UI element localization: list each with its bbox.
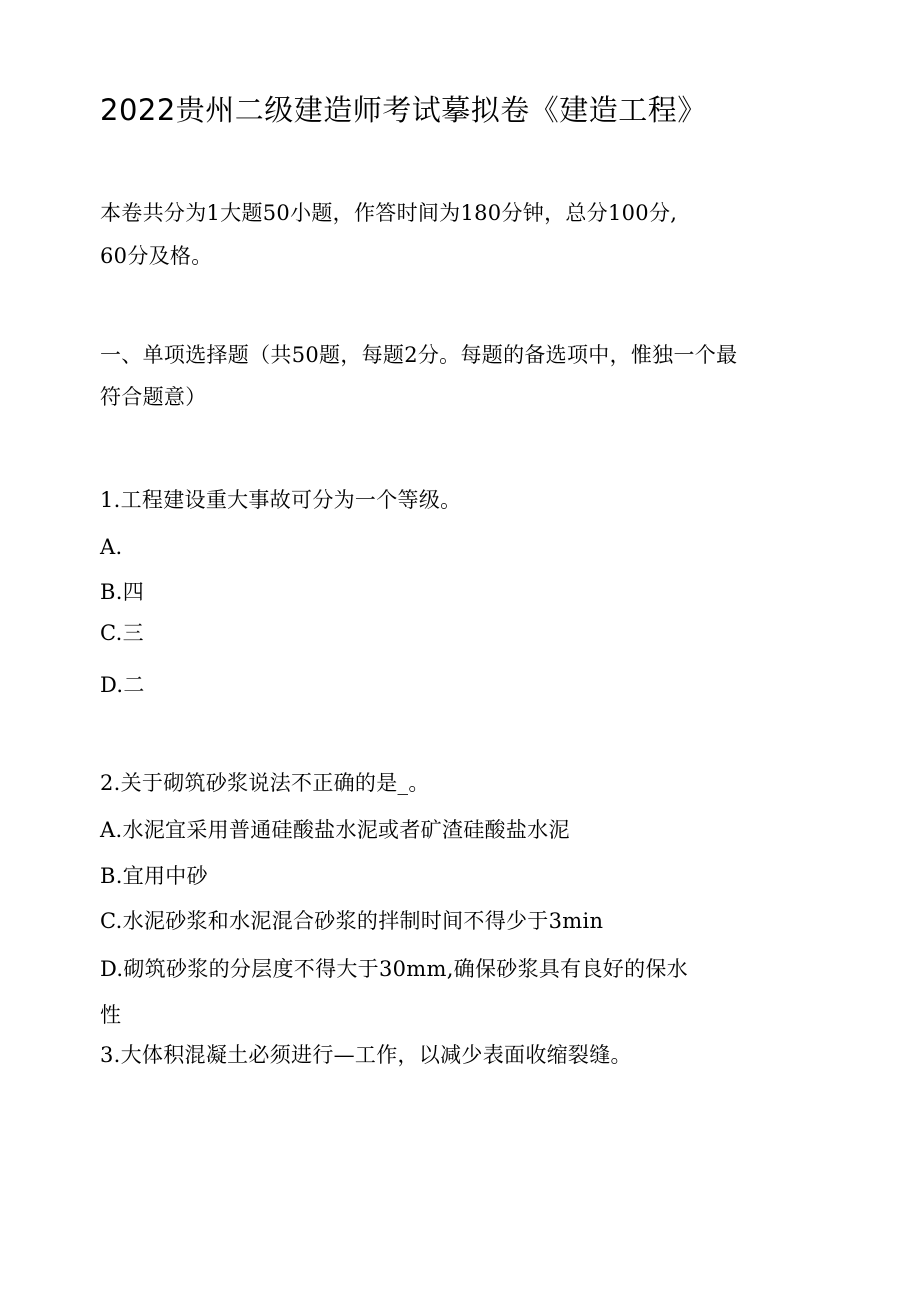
question-3-stem: 3.大体积混凝土必须进行—工作，以减少表面收缩裂缝。 [100, 1043, 632, 1067]
question-1-stem: 1.工程建设重大事故可分为一个等级。 [100, 488, 462, 512]
document-title: 2022贵州二级建造师考试摹拟卷《建造工程》 [100, 93, 707, 127]
question-1-option-c: C.三 [100, 621, 144, 645]
section-heading-line-2: 符合题意） [100, 385, 207, 409]
question-1-option-a: A. [100, 535, 123, 559]
question-2-option-a: A.水泥宜采用普通硅酸盐水泥或者矿渣硅酸盐水泥 [100, 818, 570, 842]
question-2-option-c: C.水泥砂浆和水泥混合砂浆的拌制时间不得少于3min [100, 909, 604, 933]
intro-line-2: 60分及格。 [100, 244, 213, 268]
intro-line-1: 本卷共分为1大题50小题，作答时间为180分钟，总分100分, [100, 201, 678, 225]
question-2-option-b: B.宜用中砂 [100, 864, 208, 888]
section-heading-line-1: 一、单项选择题（共50题，每题2分。每题的备选项中，惟独一个最 [100, 343, 738, 367]
question-1-option-d: D.二 [100, 673, 145, 697]
question-2-stem: 2.关于砌筑砂浆说法不正确的是_。 [100, 771, 430, 795]
question-2-option-d-continued: 性 [100, 1003, 122, 1027]
question-1-option-b: B.四 [100, 580, 145, 604]
question-2-option-d: D.砌筑砂浆的分层度不得大于30mm,确保砂浆具有良好的保水 [100, 957, 688, 981]
